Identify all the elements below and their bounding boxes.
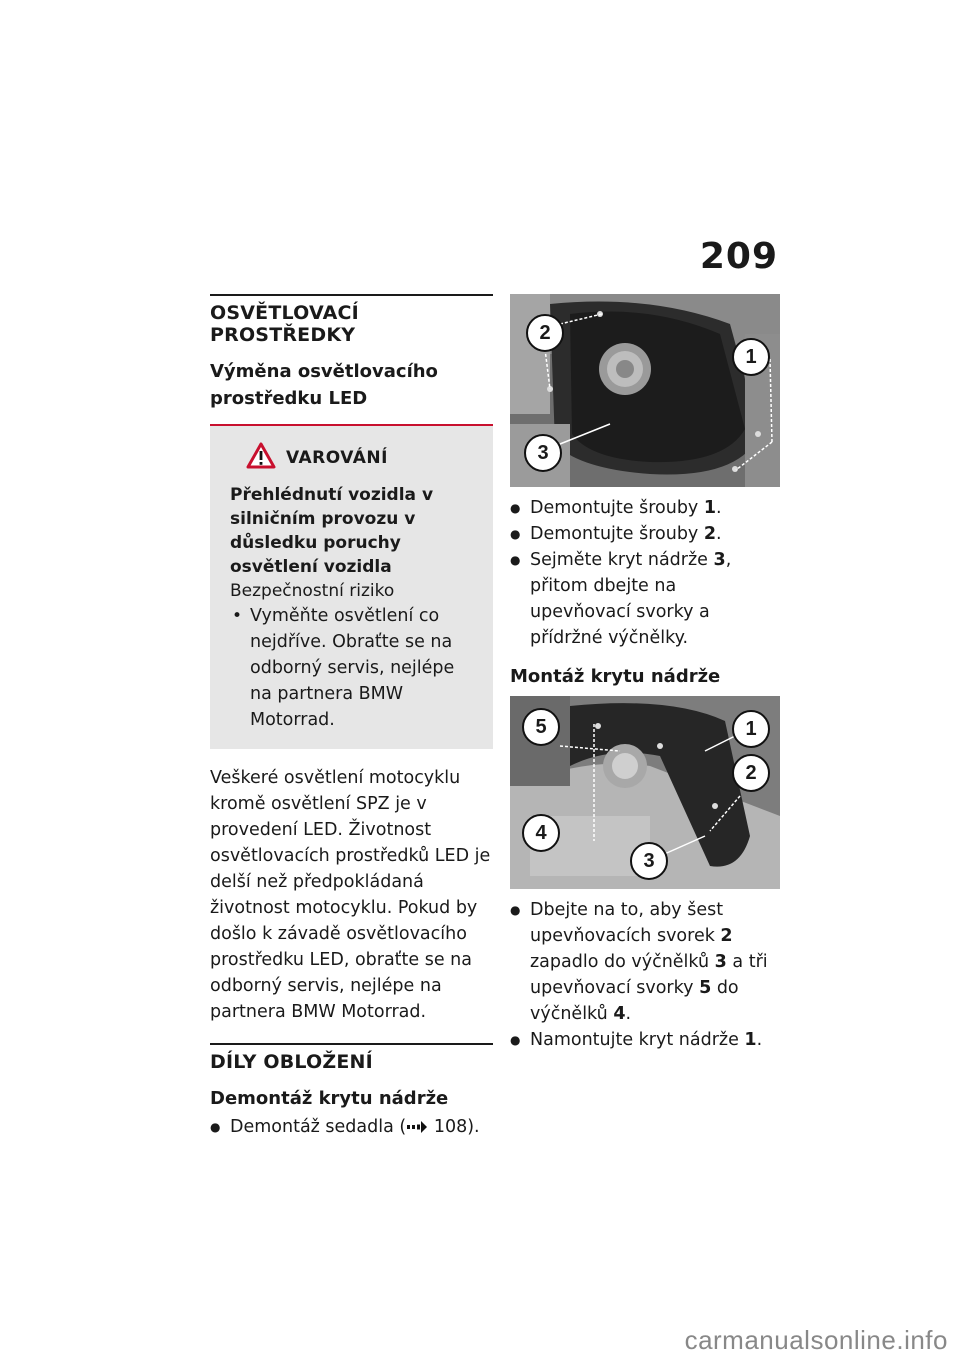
callout-3: 3: [630, 842, 668, 880]
callout-1: 1: [732, 710, 770, 748]
warning-header: [230, 442, 477, 473]
ref-number: 4: [613, 1004, 626, 1024]
step-text: Demontujte šrouby: [530, 498, 704, 518]
step-text-end: .: [716, 524, 722, 544]
step-text: Demontáž sedadla (: [230, 1117, 407, 1137]
ref-number: 2: [703, 524, 717, 544]
subsection-title-tank-cover-installation: Montáž krytu nádrže: [510, 666, 721, 687]
ref-number: 1: [703, 498, 717, 518]
page-reference[interactable]: 108: [433, 1117, 468, 1137]
callout-2: 2: [732, 754, 770, 792]
warning-action-item: • Vyměňte osvětlení co nejdříve. Obraťte se na odborný servis, nejlépe na partnera BMW Motorrad.: [230, 603, 477, 733]
subsection-title-tank-cover-removal: Demontáž krytu nádrže: [210, 1088, 449, 1109]
list-item: [510, 547, 780, 651]
led-paragraph: Veškeré osvětlení motocyklu kromě osvětlení SPZ je v provedení LED. Životnost osvětlovacích prostředků LED je delší než předpokládaná životnost motocyklu. Pokud by došlo k závadě osvětlovacího prostředku LED, obraťte se na odborný servis, nejlépe na partnera BMW Motorrad.: [210, 768, 491, 1022]
step-text: do výčnělků: [530, 978, 739, 1024]
callout-2: 2: [526, 314, 564, 352]
warning-label: VAROVÁNÍ: [286, 447, 388, 468]
list-item: [510, 521, 780, 547]
step-text: Dbejte na to, aby šest upevňovacích svorek: [530, 900, 724, 946]
warning-box: [210, 424, 493, 749]
installation-instructions: [510, 897, 780, 1053]
section-title-lighting: OSVĚTLOVACÍ PROSTŘEDKY: [210, 294, 493, 346]
ref-number: 3: [713, 550, 726, 570]
step-text-end: .: [756, 1030, 763, 1050]
callout-3: 3: [524, 434, 562, 472]
callout-5: 5: [522, 708, 560, 746]
watermark: carmanualsonline.info: [684, 1325, 948, 1355]
page-number: 209: [699, 236, 778, 277]
warning-title: Přehlédnutí vozidla v silničním provozu v důsledku poruchy osvětlení vozidla: [230, 485, 434, 577]
subsection-title-led: Výměna osvětlovacího prostředku LED: [210, 361, 438, 409]
warning-actions: [230, 603, 477, 733]
step-text: Namontujte kryt nádrže: [530, 1030, 745, 1050]
section-title-trim-parts: DÍLY OBLOŽENÍ: [210, 1043, 493, 1073]
step-text-end: ).: [467, 1117, 480, 1137]
step-text: zapadlo do výčnělků: [530, 952, 715, 972]
callout-1: 1: [732, 338, 770, 376]
removal-steps: [210, 1114, 493, 1140]
ref-number: 1: [744, 1030, 757, 1050]
callout-4: 4: [522, 814, 560, 852]
ref-number: 2: [720, 926, 733, 946]
list-item: [210, 1114, 493, 1140]
removal-instructions: [510, 495, 780, 651]
right-column: [510, 294, 780, 1053]
ref-number: 3: [714, 952, 727, 972]
list-item: [510, 1027, 780, 1053]
warning-risk: Bezpečnostní riziko: [230, 581, 395, 601]
step-text: Sejměte kryt nádrže: [530, 550, 714, 570]
ref-number: 5: [699, 978, 712, 998]
tank-cover-removal-figure: [510, 294, 780, 487]
warning-triangle-icon: [246, 442, 276, 473]
step-text-end: , přitom dbejte na upevňovací svorky a přídržné výčnělky.: [530, 550, 732, 648]
list-item: [510, 495, 780, 521]
list-item: [510, 897, 780, 1027]
step-text-end: .: [625, 1004, 632, 1024]
tank-cover-installation-figure: [510, 696, 780, 889]
step-text: Demontujte šrouby: [530, 524, 704, 544]
left-column: [210, 294, 493, 1140]
page-reference-arrow-icon: [406, 1117, 428, 1137]
step-text: a tři upevňovací svorky: [530, 952, 768, 998]
step-text-end: .: [716, 498, 722, 518]
